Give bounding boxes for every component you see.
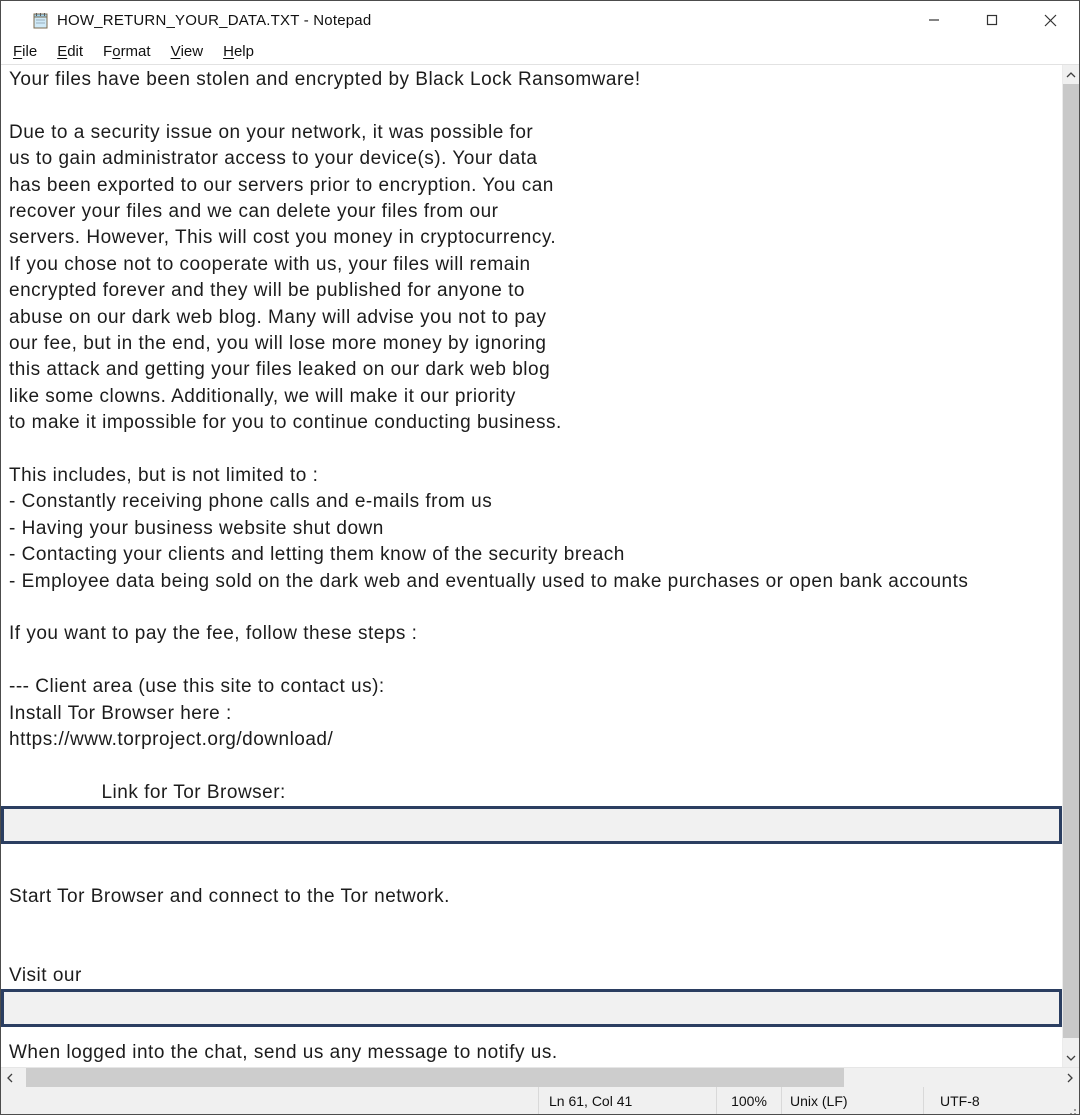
horizontal-scrollbar[interactable] [1,1067,1079,1087]
menu-item-edit[interactable]: E dit [57,43,84,60]
window-title: HOW_RETURN_YOUR_DATA.TXT - Notepad [57,11,372,29]
text-line: to make it impossible for you to continue conducting business. [9,412,562,434]
horizontal-scroll-track[interactable] [19,1068,1061,1087]
blank-line [9,93,1062,119]
text-line: this attack and getting your files leaked on our dark web blog [9,359,551,381]
text-line: - Contacting your clients and letting them know of the security breach [9,544,625,566]
text-line: Due to a security issue on your network, it was possible for [9,121,534,143]
cursor-position-status: Ln 61, Col 41 [538,1087,716,1114]
status-bar [1,1087,1079,1114]
minimize-button[interactable] [905,1,963,39]
text-line: - Constantly receiving phone calls and e-mails from us [9,491,493,513]
blank-line [9,936,1062,962]
blank-line [9,595,1062,621]
text-line: If you chose not to cooperate with us, your files will remain [9,253,531,275]
menu-item-format[interactable]: F o rmat [103,43,151,60]
scroll-left-button[interactable] [1,1068,19,1087]
chevron-left-icon [7,1073,13,1083]
tor-browser-link-box[interactable] [1,806,1062,844]
minimize-icon [928,14,940,26]
text-line: servers. However, This will cost you money in cryptocurrency. [9,227,557,249]
text-line: When logged into the chat, send us any message to notify us. [9,1042,558,1064]
menu-bar [1,39,1079,65]
text-line: https://www.torproject.org/download/ [9,729,334,751]
blank-line [9,754,1062,780]
text-line: recover your files and we can delete your files from our [9,201,499,223]
chat-site-link-box[interactable] [1,989,1062,1027]
text-line: Start Tor Browser and connect to the Tor network. [9,885,450,907]
scroll-right-button[interactable] [1061,1068,1079,1087]
text-line: Link for Tor Browser: [9,781,286,803]
notepad-app-icon [32,12,49,29]
content-area [1,65,1079,1067]
menu-item-view[interactable]: V iew [170,43,204,60]
title-bar [1,1,1079,39]
menu-item-file[interactable]: F ile [13,43,38,60]
vertical-scroll-track[interactable] [1063,84,1079,1048]
blank-line [9,857,1062,883]
scroll-down-button[interactable] [1063,1048,1079,1067]
text-line: Visit our [9,964,82,986]
text-line: This includes, but is not limited to : [9,465,319,487]
text-line: has been exported to our servers prior to encryption. You can [9,174,554,196]
vertical-scroll-thumb[interactable] [1063,84,1079,1038]
text-line: - Employee data being sold on the dark web and eventually used to make purchases or open bank accounts [9,570,969,592]
blank-line [9,910,1062,936]
text-line: us to gain administrator access to your device(s). Your data [9,148,538,170]
vertical-scrollbar[interactable] [1062,65,1079,1067]
zoom-level-status: 100% [716,1087,781,1114]
text-line: like some clowns. Additionally, we will make it our priority [9,385,516,407]
text-line: --- Client area (use this site to contact us): [9,676,385,698]
blank-line [9,648,1062,674]
status-spacer [1,1087,538,1114]
menu-item-help[interactable]: H elp [223,43,254,60]
chevron-down-icon [1066,1055,1076,1061]
text-line: If you want to pay the fee, follow these steps : [9,623,418,645]
maximize-button[interactable] [963,1,1021,39]
chevron-right-icon [1067,1073,1073,1083]
text-line: encrypted forever and they will be published for anyone to [9,280,525,302]
horizontal-scroll-thumb[interactable] [26,1068,844,1087]
line-ending-status: Unix (LF) [781,1087,923,1114]
chevron-up-icon [1066,72,1076,78]
close-icon [1044,14,1057,27]
text-line: Your files have been stolen and encrypted by Black Lock Ransomware! [9,69,641,90]
text-line: our fee, but in the end, you will lose more money by ignoring [9,333,547,355]
close-button[interactable] [1021,1,1079,39]
encoding-status: UTF-8 [923,1087,1079,1114]
text-editor[interactable] [1,65,1062,1067]
maximize-icon [986,14,998,26]
blank-line [9,437,1062,463]
resize-grip[interactable] [1074,1109,1076,1111]
text-line: - Having your business website shut down [9,517,384,539]
scroll-up-button[interactable] [1063,65,1079,84]
text-line: Install Tor Browser here : [9,702,232,724]
text-line: abuse on our dark web blog. Many will advise you not to pay [9,306,547,328]
